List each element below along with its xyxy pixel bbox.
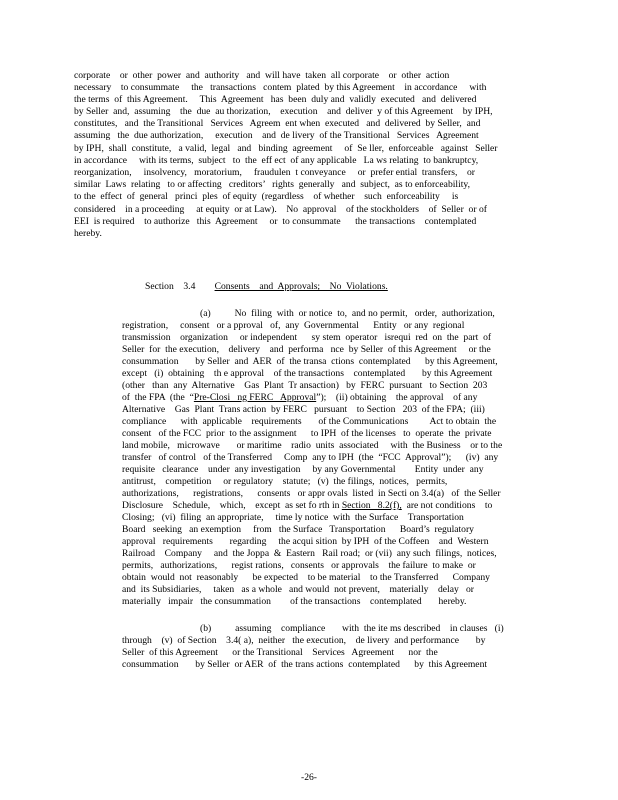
section-title: Consents and Approvals; No Violations. bbox=[214, 281, 388, 292]
text-span: of the FPA (the “ bbox=[122, 392, 194, 403]
text-line: registration, consent or a pproval of, any Governmental Entity or any regional bbox=[122, 320, 465, 331]
text-line: corporate or other power and authority and will have taken all corporate or other action bbox=[74, 70, 450, 81]
text-line: except (i) obtaining th e approval of the transactions contemplated by this Agreement bbox=[122, 368, 493, 379]
text-line: Railroad Company and the Joppa & Eastern Rail road; or (vii) any such filings, notices, bbox=[122, 548, 497, 559]
text-line: in accordance with its terms, subject to the eff ect of any applicable La ws relating to bankruptcy, bbox=[74, 155, 479, 166]
text-line: antitrust, competition or regulatory statute; (v) the filings, notices, permits, bbox=[122, 476, 448, 487]
text-line: transfer of control of the Transferred Comp any to IPH (the “FCC Approval”); (iv) any bbox=[122, 452, 499, 463]
text-line: by IPH, shall constitute, a valid, legal and binding agreement of Se ller, enforceable against Seller bbox=[74, 143, 498, 154]
text-line: Seller for the execution, delivery and performa nce by Seller of this Agreement or the bbox=[122, 344, 491, 355]
text-line: (other than any Alternative Gas Plant Tr ansaction) by FERC pursuant to Section 203 bbox=[122, 380, 488, 391]
text-line: approval requirements regarding the acqui sition by IPH of the Coffeen and Western bbox=[122, 536, 489, 547]
text-line: to the effect of general princi ples of equity (regardless of whether such enforceability is bbox=[74, 191, 459, 202]
text-line: permits, authorizations, regist rations, consents or approvals the failure to make or bbox=[122, 560, 476, 571]
text-line: and its Subsidiaries, taken as a whole and would not prevent, materially delay or bbox=[122, 584, 474, 595]
text-line: Seller of this Agreement or the Transitional Services Agreement nor the bbox=[122, 647, 438, 658]
text-line: Closing; (vi) filing an appropriate, time ly notice with the Surface Transportation bbox=[122, 512, 464, 523]
text-line: reorganization, insolvency, moratorium, fraudulen t conveyance or prefer ential transfers, or bbox=[74, 167, 475, 178]
text-line: (b) assuming compliance with the ite ms described in clauses (i) bbox=[200, 623, 504, 634]
text-line: by Seller and, assuming the due au thorization, execution and deliver y of this Agreement by IPH, bbox=[74, 106, 493, 117]
text-line: consent of the FCC prior to the assignment to IPH of the licenses to operate the private bbox=[122, 428, 492, 439]
text-line: the terms of this Agreement. This Agreement has been duly and validly executed and delivered bbox=[74, 94, 477, 105]
text-line: obtain would not reasonably be expected to be material to the Transferred Company bbox=[122, 572, 490, 583]
text-line: necessary to consummate the transactions contem plated by this Agreement in accordance with bbox=[74, 82, 487, 93]
text-line: (a) No filing with or notice to, and no permit, order, authorization, bbox=[200, 308, 495, 319]
text-line bbox=[122, 500, 492, 512]
page-number: -26- bbox=[301, 772, 317, 783]
text-line: transmission organization or independent sy stem operator isrequi red on the part of bbox=[122, 332, 492, 343]
section-heading bbox=[145, 281, 388, 293]
text-line: similar Laws relating to or affecting creditors’ rights generally and subject, as to enforceability, bbox=[74, 179, 470, 190]
text-line: considered in a proceeding at equity or at Law). No approval of the stockholders of Seller or of bbox=[74, 204, 487, 215]
section-number: Section 3.4 bbox=[145, 281, 196, 292]
text-line: compliance with applicable requirements of the Communications Act to obtain the bbox=[122, 416, 497, 427]
defined-term-pre-closing-approval: Pre-Closi ng FERC Approval bbox=[193, 392, 317, 403]
text-span: are not conditions to bbox=[401, 500, 493, 511]
text-line: assuming the due authorization, execution and de livery of the Transitional Services Agreement bbox=[74, 130, 479, 141]
text-line: consummation by Seller and AER of the transa ctions contemplated by this Agreement, bbox=[122, 356, 498, 367]
text-span: Disclosure Schedule, which, except as set fo rth in bbox=[122, 500, 342, 511]
text-line bbox=[122, 392, 477, 404]
text-line: Alternative Gas Plant Trans action by FERC pursuant to Section 203 of the FPA; (iii) bbox=[122, 404, 485, 415]
text-line: land mobile, microwave or maritime radio units associated with the Business or to the bbox=[122, 440, 503, 451]
section-reference-link: Section 8.2(f), bbox=[341, 500, 402, 511]
text-line: requisite clearance under any investigation by any Governmental Entity under any bbox=[122, 464, 484, 475]
text-line: through (v) of Section 3.4( a), neither the execution, de livery and performance by bbox=[122, 635, 486, 646]
text-line: materially impair the consummation of the transactions contemplated hereby. bbox=[122, 596, 467, 607]
text-line: consummation by Seller or AER of the trans actions contemplated by this Agreement bbox=[122, 659, 488, 670]
text-span: ”); (ii) obtaining the approval of any bbox=[316, 392, 478, 403]
text-line: hereby. bbox=[74, 228, 102, 239]
text-line: Board seeking an exemption from the Surface Transportation Board’s regulatory bbox=[122, 524, 474, 535]
text-line: constitutes, and the Transitional Services Agreem ent when executed and delivered by Seller, and bbox=[74, 118, 481, 129]
text-line: authorizations, registrations, consents or appr ovals listed in Secti on 3.4(a) of the Seller bbox=[122, 488, 501, 499]
text-line: EEI is required to authorize this Agreement or to consummate the transactions contemplated bbox=[74, 216, 477, 227]
